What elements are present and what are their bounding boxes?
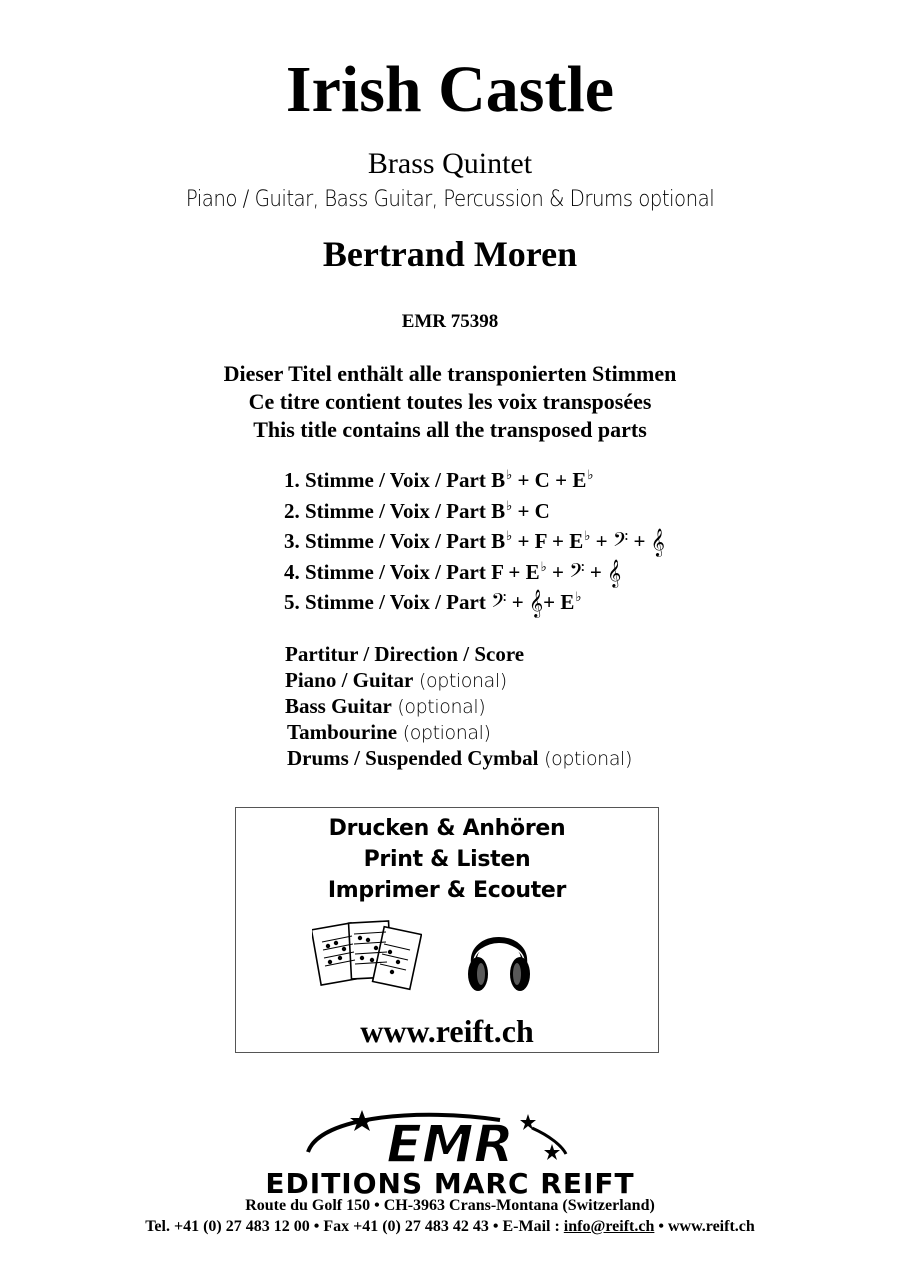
part-text: + E: [543, 590, 575, 614]
part-text: 2. Stimme / Voix / Part B: [284, 498, 506, 523]
flat-sign: ♭: [506, 528, 513, 543]
website-link[interactable]: www.reift.ch: [360, 1013, 534, 1049]
contents-list: [285, 641, 632, 771]
parts-list: [284, 460, 665, 617]
title: Irish Castle: [285, 53, 615, 126]
contact-text: Tel. +41 (0) 27 483 12 00 • Fax +41 (0) 27 483 42 43 • E-Mail :: [145, 1218, 564, 1235]
part-text: +: [628, 529, 651, 553]
publisher-contact: [0, 1217, 900, 1237]
svg-text:EMR: EMR: [386, 1115, 514, 1168]
promo-line-german: Drucken & Anhören: [328, 816, 566, 841]
sheet-music-icon: [312, 916, 422, 996]
flat-sign: ♭: [584, 528, 591, 543]
content-note: (optional): [538, 748, 632, 770]
notice-english: This title contains all the transposed parts: [253, 417, 647, 442]
content-label: Bass Guitar: [285, 694, 392, 718]
flat-sign: ♭: [575, 589, 582, 604]
content-label: Piano / Guitar: [285, 668, 414, 692]
part-text: + C + E: [512, 468, 587, 492]
part-text: +: [546, 559, 570, 584]
emr-logo: [300, 1106, 600, 1168]
part-line-2: [284, 491, 665, 522]
notice-german: Dieser Titel enthält alle transponierten Stimmen: [223, 361, 677, 386]
flat-sign: ♭: [587, 467, 594, 482]
part-text: + F + E: [512, 529, 584, 553]
part-text: +: [506, 590, 529, 614]
subtitle: Brass Quintet: [367, 147, 533, 180]
content-item-drums: [285, 745, 632, 771]
catalog-number: EMR 75398: [401, 311, 499, 332]
part-text: 1. Stimme / Voix / Part B: [284, 468, 506, 492]
part-text: +: [590, 529, 613, 553]
part-text: + C: [512, 498, 550, 523]
promo-line-french: Imprimer & Ecouter: [327, 878, 567, 903]
headphones-icon: [464, 920, 534, 996]
part-line-4: [284, 552, 665, 587]
content-item-piano-guitar: [285, 667, 632, 693]
part-text: 3. Stimme / Voix / Part B: [284, 529, 506, 553]
content-item-bass-guitar: [285, 693, 632, 719]
email-link[interactable]: info@reift.ch: [563, 1218, 655, 1235]
content-label: Partitur / Direction / Score: [285, 642, 525, 666]
treble-clef-icon: 𝄞: [607, 558, 622, 587]
part-line-1: [284, 460, 665, 491]
flat-sign: ♭: [506, 467, 513, 482]
content-note: (optional): [413, 670, 507, 692]
content-note: (optional): [397, 722, 491, 744]
content-label: Drums / Suspended Cymbal: [287, 746, 539, 770]
bass-clef-icon: 𝄢: [491, 589, 507, 617]
content-note: (optional): [391, 696, 486, 718]
part-text: 5. Stimme / Voix / Part: [284, 590, 492, 614]
part-text: 4. Stimme / Voix / Part F + E: [284, 559, 540, 584]
part-text: +: [584, 559, 608, 584]
treble-clef-icon: 𝄞: [528, 589, 544, 617]
content-item-tambourine: [285, 719, 632, 745]
part-line-3: [284, 521, 665, 556]
bass-clef-icon: 𝄢: [612, 528, 629, 556]
treble-clef-icon: 𝄞: [650, 528, 665, 556]
publisher-address: Route du Golf 150 • CH-3963 Crans-Montana (Switzerland): [245, 1197, 655, 1214]
flat-sign: ♭: [506, 497, 513, 513]
instrumentation: Piano / Guitar, Bass Guitar, Percussion & Drums optional: [185, 187, 715, 212]
composer: Bertrand Moren: [322, 234, 578, 274]
print-listen-box: [235, 807, 659, 1053]
bass-clef-icon: 𝄢: [569, 558, 585, 587]
content-label: Tambourine: [287, 720, 398, 744]
content-item-score: [285, 641, 632, 667]
notice-french: Ce titre contient toutes les voix transposées: [248, 389, 652, 414]
promo-line-english: Print & Listen: [363, 847, 531, 872]
contact-website: • www.reift.ch: [654, 1218, 755, 1235]
publisher-name: EDITIONS MARC REIFT: [265, 1167, 635, 1200]
flat-sign: ♭: [540, 558, 547, 574]
